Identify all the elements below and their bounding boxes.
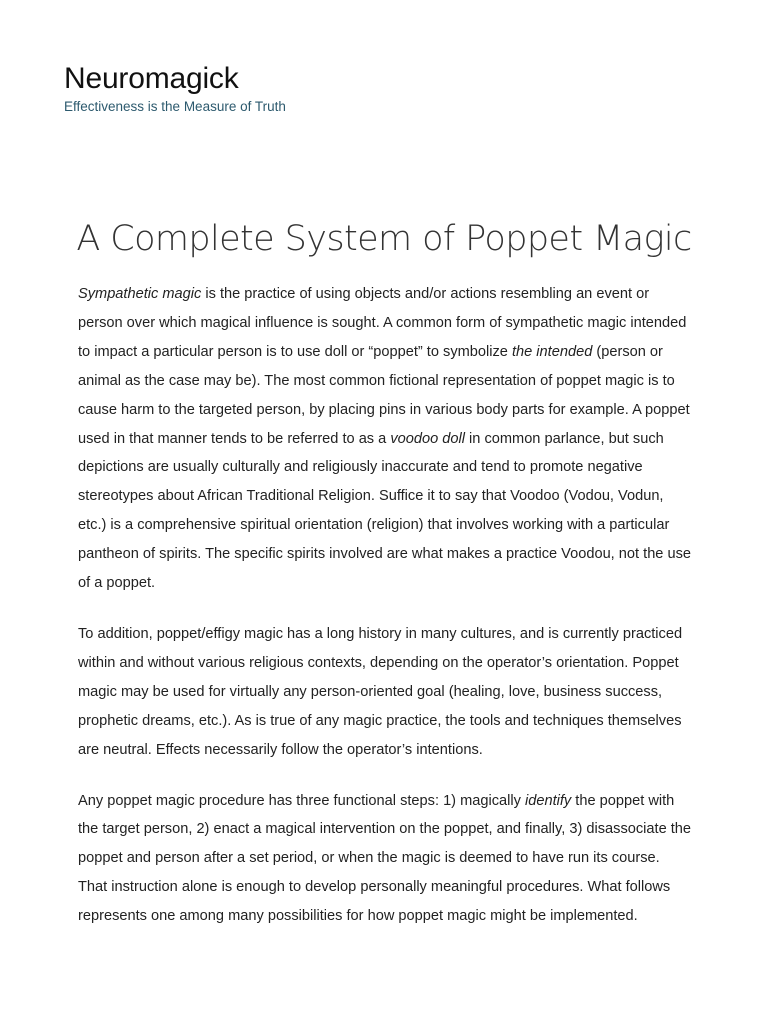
- paragraph-procedure-steps: [78, 787, 692, 932]
- site-header: [64, 60, 704, 116]
- emphasis-identify: identify: [524, 792, 572, 809]
- paragraph-text: Any poppet magic procedure has three functional steps: 1) magically: [78, 792, 525, 809]
- emphasis-voodoo-doll: voodoo doll: [390, 430, 465, 447]
- article-title: A Complete System of Poppet Magic: [76, 219, 692, 259]
- site-tagline: Effectiveness is the Measure of Truth: [64, 99, 286, 114]
- paragraph-text: (person or animal as the case may be). The most common fictional representation of poppet magic is to cause harm to the targeted person, by placing pins in various body parts for example. A poppet used in that manner tends to be referred to as a: [78, 343, 690, 447]
- paragraph-text: in common parlance, but such depictions are usually culturally and religiously inaccurate and tend to promote negative stereotypes about African Traditional Religion. Suffice it to say that Voodoo (Vodou, Vodun, etc.) is a comprehensive spiritual orientation (religion) that involves working with a particular pantheon of spirits. The specific spirits involved are what makes a practice Voodou, not the use of a poppet.: [78, 430, 692, 592]
- paragraph-text: is the practice of using objects and/or actions resembling an event or person over which magical influence is sought. A common form of sympathetic magic intended to impact a particular person is to use doll or “poppet” to symbolize: [78, 286, 687, 360]
- paragraph-sympathetic-magic: [78, 280, 692, 598]
- paragraph-text: the poppet with the target person, 2) enact a magical intervention on the poppet, and finally, 3) disassociate the poppet and person after a set period, or when the magic is deemed to have run its course. That instruction alone is enough to develop personally meaningful procedures. What follows represents one among many possibilities for how poppet magic might be implemented.: [78, 792, 692, 925]
- site-title-link[interactable]: Neuromagick: [64, 62, 239, 95]
- emphasis-sympathetic-magic: Sympathetic magic: [78, 286, 202, 302]
- article-content: [78, 280, 692, 953]
- emphasis-the-intended: the intended: [511, 343, 593, 360]
- paragraph-poppet-history: To addition, poppet/effigy magic has a long history in many cultures, and is currently practiced within and without various religious contexts, depending on the operator’s orientation. Poppet magic may be used for virtually any person-oriented goal (healing, love, business success, prophetic dreams, etc.). As is true of any magic practice, the tools and techniques themselves are neutral. Effects necessarily follow the operator’s intentions.: [78, 625, 683, 758]
